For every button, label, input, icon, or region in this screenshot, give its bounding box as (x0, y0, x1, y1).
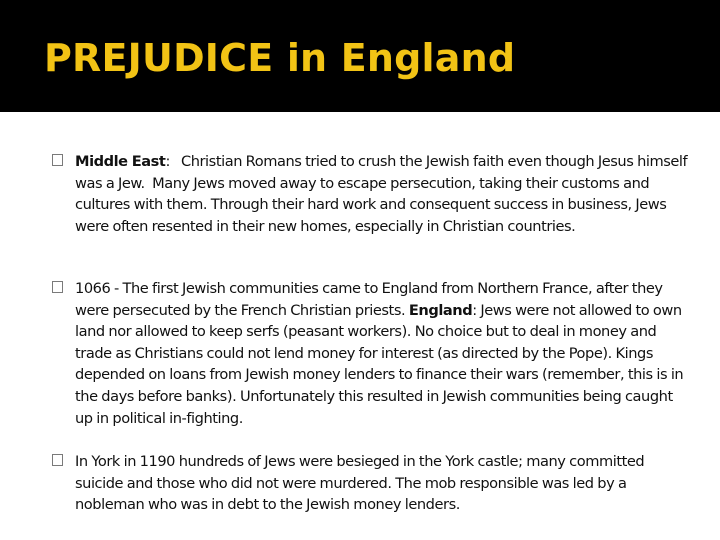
bullet-lead-suffix: : (165, 153, 170, 170)
bullet-body: In York in 1190 hundreds of Jews were besieged in the York castle; many committed suicide and those who did not were murdered. The mob responsible was led by a nobleman who was in debt to the Jewish money lenders. (75, 453, 645, 514)
square-bullet-icon (52, 154, 63, 166)
square-bullet-icon (52, 281, 63, 293)
bullet-body-after: : Jews were not allowed to own land nor allowed to keep serfs (peasant workers). No choice but to deal in money and trade as Christians could not lend money for interest (as directed by the Pope). Kings depended on loans from Jewish money lenders to finance their wars (remember, this is in the days before banks). Unfortunately this resulted in Jewish communities being caught up in political in-fighting. (75, 301, 684, 427)
bullet-item-middle-east (52, 151, 692, 237)
bullet-text (75, 451, 692, 516)
bullet-body-before: 1066 - The first Jewish communities came to England from Northern France, after they were persecuted by the French Christian priests. (75, 280, 663, 319)
square-bullet-icon (52, 454, 63, 466)
bullet-lead: England (408, 301, 473, 319)
bullet-text (75, 151, 692, 237)
bullet-lead: Middle East (75, 153, 166, 170)
bullet-body: Christian Romans tried to crush the Jewish faith even though Jesus himself was a Jew. Many Jews moved away to escape persecution, taking their customs and cultures with them. Through their hard work and consequent success in business, Jews were often resented in their new homes, especially in Christian countries. (75, 153, 691, 235)
bullet-item-1066 (52, 278, 692, 429)
slide-title: PREJUDICE in England (44, 36, 516, 80)
bullet-text (75, 278, 692, 429)
bullet-item-york (52, 451, 692, 516)
